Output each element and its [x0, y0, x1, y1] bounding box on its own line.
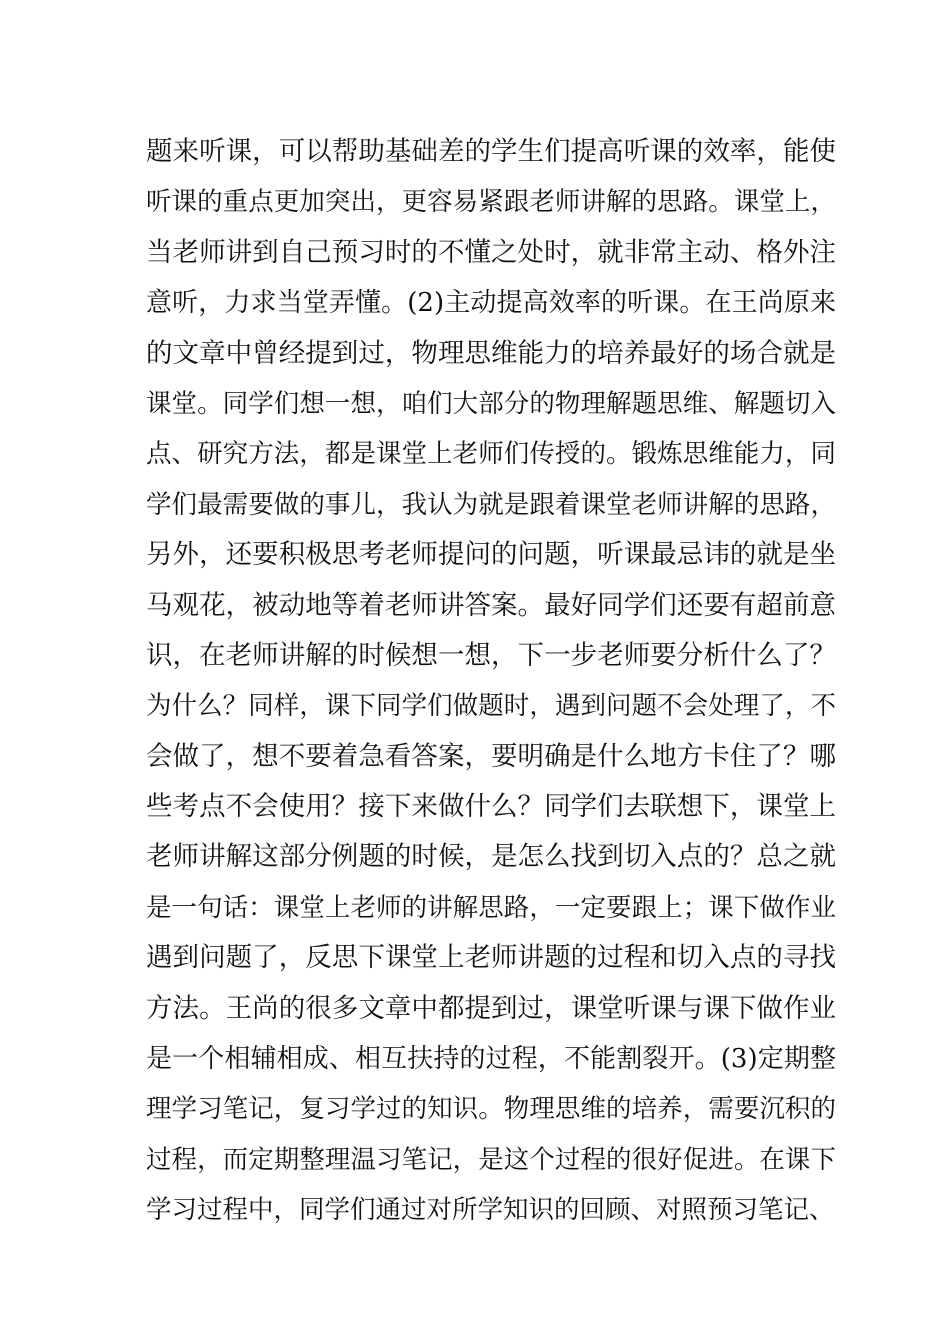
text-line: 方法。王尚的很多文章中都提到过，课堂听课与课下做作业 [146, 992, 836, 1024]
text-line: 是一个相辅相成、相互扶持的过程，不能割裂开。(3)定期整 [146, 1044, 836, 1075]
text-line: 点、研究方法，都是课堂上老师们传授的。锻炼思维能力，同 [146, 439, 836, 470]
text-line: 另外，还要积极思考老师提问的问题，听课最忌讳的就是坐 [146, 539, 836, 571]
text-line: 意听，力求当堂弄懂。(2)主动提高效率的听课。在王尚原来 [146, 288, 836, 319]
text-line: 学习过程中，同学们通过对所学知识的回顾、对照预习笔记、 [146, 1195, 835, 1226]
text-line: 听课的重点更加突出，更容易紧跟老师讲解的思路。课堂上， [146, 187, 836, 218]
text-line: 当老师讲到自己预习时的不懂之处时，就非常主动、格外注 [146, 236, 836, 268]
text-line: 过程，而定期整理温习笔记，是这个过程的很好促进。在课下 [146, 1144, 836, 1175]
text-line: 遇到问题了，反思下课堂上老师讲题的过程和切入点的寻找 [146, 942, 836, 974]
body-text [146, 127, 836, 1236]
text-line: 为什么？同样，课下同学们做题时，遇到问题不会处理了，不 [146, 691, 836, 722]
text-line: 学们最需要做的事儿，我认为就是跟着课堂老师讲解的思路， [146, 489, 836, 520]
text-line: 理学习笔记，复习学过的知识。物理思维的培养，需要沉积的 [146, 1094, 836, 1125]
text-line: 的文章中曾经提到过，物理思维能力的培养最好的场合就是 [146, 337, 836, 369]
text-line: 题来听课，可以帮助基础差的学生们提高听课的效率，能使 [146, 136, 836, 167]
text-line: 老师讲解这部分例题的时候，是怎么找到切入点的？总之就 [146, 841, 836, 873]
text-line: 课堂。同学们想一想，咱们大部分的物理解题思维、解题切入 [146, 388, 836, 419]
text-line: 是一句话：课堂上老师的讲解思路，一定要跟上；课下做作业 [146, 892, 836, 923]
text-line: 会做了，想不要着急看答案，要明确是什么地方卡住了？哪 [146, 740, 836, 772]
text-line: 些考点不会使用？接下来做什么？同学们去联想下，课堂上 [146, 791, 836, 823]
text-line: 马观花，被动地等着老师讲答案。最好同学们还要有超前意 [146, 589, 836, 621]
text-line: 识，在老师讲解的时候想一想，下一步老师要分析什么了？ [146, 639, 836, 671]
